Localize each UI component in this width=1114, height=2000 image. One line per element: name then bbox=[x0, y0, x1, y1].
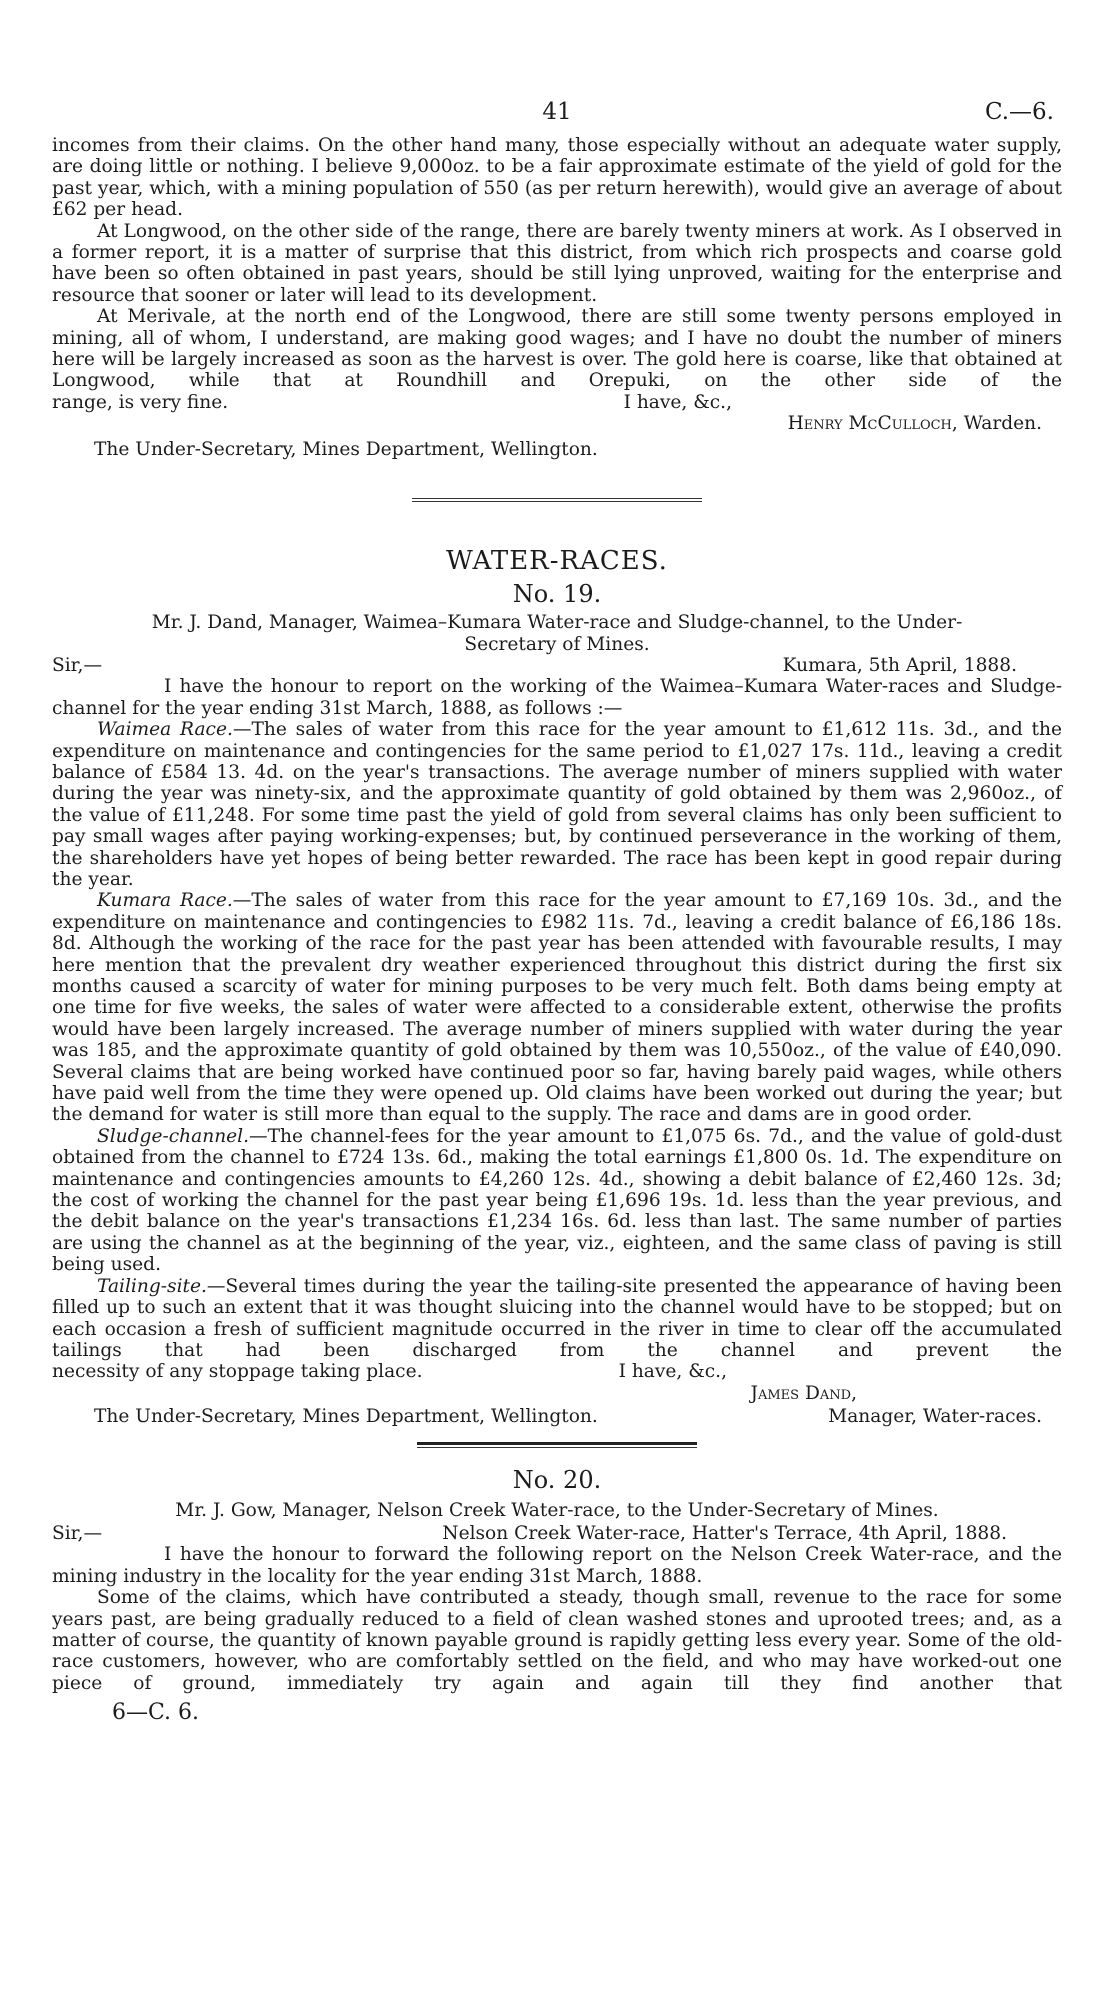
subheading: Tailing-site. bbox=[97, 1275, 207, 1297]
warden-report-continuation bbox=[52, 135, 1062, 460]
heading-line: Mr. J. Dand, Manager, Waimea–Kumara Water-race and Sludge-channel, to the Under- bbox=[151, 612, 963, 634]
paragraph-end: range, is very fine. bbox=[52, 391, 229, 413]
report-number: No. 19. bbox=[512, 580, 602, 609]
paragraph: Tailing-site.—Several times during the year the tailing-site presented the appearance of having been filled up to such an extent that it was thought sluicing into the channel would have to be stopped; but on each occasion a fresh of sufficient magnitude occurred in the river in time to clear off the accumulated tailings that had been discharged from the channel and prevent the bbox=[52, 1275, 1062, 1361]
signature-title: Manager, Water-races. bbox=[828, 1406, 1042, 1428]
paragraph: Waimea Race.—The sales of water from this race for the year amount to £1,612 11s. 3d., and the expenditure on maintenance and contingencies for the same period to £1,027 17s. 11d., leaving a credit balance of £584 13. 4d. on the year's transactions. The average number of miners supplied with water during the year was ninety-six, and the approximate quantity of gold obtained by them was 2,960oz., of the value of £11,248. For some time past the yield of gold from several claims has only been sufficient to pay small wages after paying working-expenses; but, by continued perseverance in the working of them, the shareholders have yet hopes of being better rewarded. The race has been kept in good repair during the year. bbox=[52, 719, 1063, 890]
paragraph: I have the honour to forward the following report on the Nelson Creek Water-race, and the mining industry in the locality for the year ending 31st March, 1888. bbox=[52, 1544, 1062, 1587]
place-date: Kumara, 5th April, 1888. bbox=[782, 654, 1017, 676]
page-header bbox=[52, 0, 1062, 135]
closing-line bbox=[52, 1361, 1062, 1382]
divider bbox=[417, 1442, 697, 1448]
document-reference: C.—6. bbox=[984, 99, 1054, 125]
signature-name: James Dand, bbox=[750, 1382, 857, 1404]
paragraph: incomes from their claims. On the other hand many, those especially without an adequate water supply, are doing little or nothing. I believe 9,000oz. to be a fair approximate estimate of the yield of gold for the past year, which, with a mining population of 550 (as per return herewith), would give an average of about £62 per head. bbox=[52, 135, 1062, 221]
signature-name: Henry McCulloch, bbox=[787, 413, 958, 435]
addressee: The Under-Secretary, Mines Department, Wellington. bbox=[94, 438, 598, 460]
signature bbox=[52, 413, 1042, 434]
report-heading bbox=[52, 612, 1062, 655]
place-date: Nelson Creek Water-race, Hatter's Terrace, 4th April, 1888. bbox=[442, 1522, 1007, 1544]
heading-line: Secretary of Mines. bbox=[464, 633, 650, 655]
paragraph: Kumara Race.—The sales of water from this race for the year amount to £7,169 10s. 3d., and the expenditure on maintenance and contingencies to £982 11s. 7d., leaving a credit balance of £6,186 18s. 8d. Although the working of the race for the past year has been attended with favourable results, I may here mention that the prevalent dry weather experienced throughout this district during the first six months caused a scarcity of water for mining purposes to be very much felt. Both dams being empty at one time for five weeks, the sales of water were affected to a considerable extent, otherwise the profits would have been largely increased. The average number of miners supplied with water during the year was 185, and the approximate quantity of gold obtained by them was 10,550oz., of the value of £40,090. Several claims that are being worked have continued poor so far, having barely paid wages, while others have paid well from the time they were opened up. Old claims have been worked out during the year; but the demand for water is still more than equal to the supply. The race and dams are in good order. bbox=[52, 890, 1063, 1126]
report-number: No. 20. bbox=[512, 1465, 602, 1494]
salutation-line bbox=[52, 655, 1062, 676]
signature-mark: 6—C. 6. bbox=[112, 1700, 200, 1726]
section-title: WATER-RACES. bbox=[446, 546, 668, 577]
subheading: Sludge-channel. bbox=[97, 1125, 250, 1147]
paragraph: Sludge-channel.—The channel-fees for the year amount to £1,075 6s. 7d., and the value of gold-dust obtained from the channel to £724 13s. 6d., making the total earnings £1,800 0s. 1d. The expenditure on maintenance and contingencies amounts to £4,260 12s. 4d., showing a debit balance of £2,460 12s. 3d; the cost of working the channel for the past year being £1,696 19s. 1d. less than the year previous, and the debit balance on the year's transactions £1,234 16s. 6d. less than last. The same number of parties are using the channel as at the beginning of the year, viz., eighteen, and the same class of paving is still being used. bbox=[52, 1125, 1062, 1276]
paragraph: At Merivale, at the north end of the Longwood, there are still some twenty persons employed in mining, all of whom, I understand, are making good wages; and I have no doubt the number of miners here will be largely increased as soon as the harvest is over. The gold here is coarse, like that obtained at Longwood, while that at Roundhill and Orepuki, on the other side of the bbox=[52, 306, 1062, 392]
paragraph: I have the honour to report on the working of the Waimea–Kumara Water-races and Sludge-channel for the year ending 31st March, 1888, as follows :— bbox=[52, 676, 1062, 719]
subheading: Kumara Race. bbox=[97, 890, 233, 912]
signature bbox=[52, 1383, 857, 1404]
salutation-line bbox=[52, 1523, 1062, 1544]
subheading: Waimea Race. bbox=[97, 719, 233, 741]
report-heading: Mr. J. Gow, Manager, Nelson Creek Water-race, to the Under-Secretary of Mines. bbox=[175, 1499, 939, 1521]
divider bbox=[412, 498, 702, 502]
signature-title: Warden. bbox=[963, 413, 1042, 435]
closing: I have, &c., bbox=[623, 391, 732, 413]
paragraph: At Longwood, on the other side of the range, there are barely twenty miners at work. As I observed in a former report, it is a matter of surprise that this district, from which rich prospects and coarse gold have been so often obtained in past years, should be still lying unproved, waiting for the enterprise and resource that sooner or later will lead to its development. bbox=[52, 220, 1062, 306]
water-races-section bbox=[52, 546, 1062, 1694]
page-number: 41 bbox=[542, 99, 572, 125]
paragraph: Some of the claims, which have contributed a steady, though small, revenue to the race for some years past, are being gradually reduced to a field of clean washed stones and uprooted trees; and, as a matter of course, the quantity of known payable ground is rapidly getting less every year. Some of the old-race customers, however, who are comfortably settled on the field, and who may have worked-out one piece of ground, immediately try again and again till they find another that bbox=[52, 1587, 1062, 1694]
addressee: The Under-Secretary, Mines Department, Wellington. bbox=[94, 1406, 598, 1428]
salutation: Sir,— bbox=[52, 1522, 103, 1544]
page bbox=[52, 0, 1062, 1725]
addressee-line bbox=[52, 1406, 1062, 1427]
paragraph-end: necessity of any stoppage taking place. bbox=[52, 1361, 423, 1383]
closing: I have, &c., bbox=[618, 1361, 727, 1383]
closing-line bbox=[52, 392, 1062, 413]
salutation: Sir,— bbox=[52, 654, 103, 676]
